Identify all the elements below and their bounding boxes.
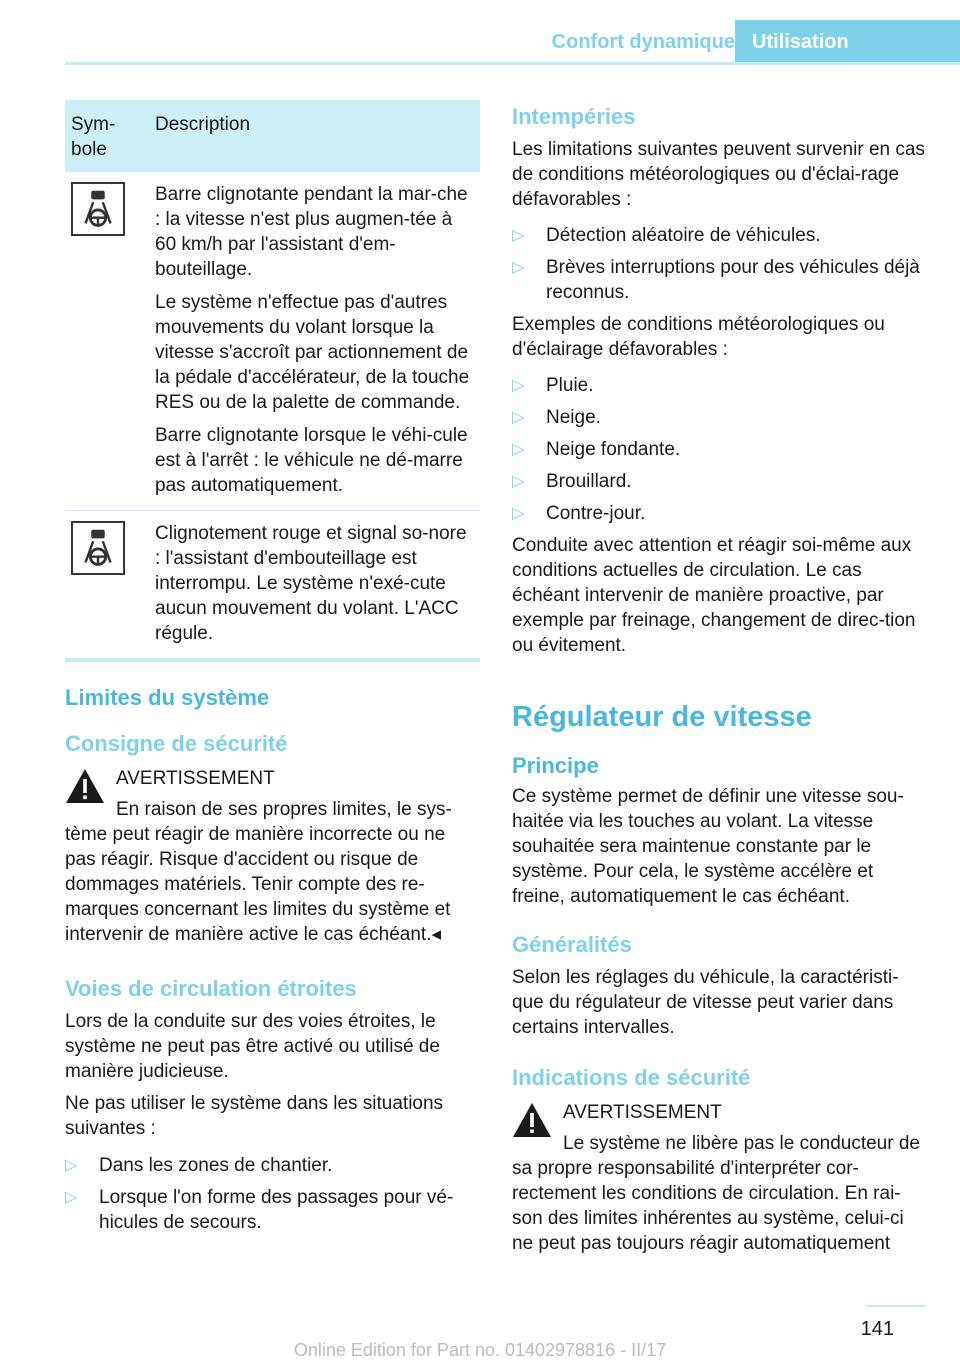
bullet-marker: ▷ [512, 505, 525, 522]
bullet-marker: ▷ [512, 473, 525, 490]
left-column [65, 100, 480, 1242]
paragraph: Ce système permet de définir une vitesse sou-haitée via les touches au volant. La vitesse souhaitée sera maintenue constante par le système. Pour cela, le système accélère et freine, automatiquement le cas échéant. [512, 786, 904, 907]
bullet-list [512, 223, 926, 305]
description-text: Le système n'effectue pas d'autres mouvements du volant lorsque la vitesse s'accroît par actionnement de la pédale d'accélérateur, de la touche RES ou de la palette de commande. [155, 292, 470, 413]
description-text: Barre clignotante lorsque le véhi-cule est à l'arrêt : le véhicule ne dé-marre pas automatiquement. [155, 425, 468, 496]
edition-watermark: Online Edition for Part no. 01402978816 - II/17 [293, 1340, 667, 1360]
subsection-title: Consigne de sécurité [65, 731, 288, 756]
list-item: ▷ Brouillard. [512, 471, 632, 492]
bullet-marker: ▷ [512, 377, 525, 394]
warning-triangle-icon [512, 1102, 552, 1138]
bullet-marker: ▷ [512, 441, 525, 458]
paragraph: Lors de la conduite sur des voies étroites, le système ne peut pas être activé ou utilisé de manière judicieuse. [65, 1011, 440, 1082]
table-row [65, 511, 480, 661]
paragraph: Ne pas utiliser le système dans les situations suivantes : [65, 1093, 444, 1139]
warning-triangle-icon [65, 768, 105, 804]
list-item: ▷ Détection aléatoire de véhicules. [512, 225, 821, 246]
subsection-title: Indications de sécurité [512, 1065, 751, 1090]
bullet-marker: ▷ [65, 1189, 78, 1206]
chapter-title: Régulateur de vitesse [512, 701, 812, 733]
paragraph: Conduite avec attention et réagir soi-même aux conditions actuelles de circulation. Le cas échéant intervenir de manière proactive, par exemple par freinage, changement de direc-tion ou évitement. [512, 535, 916, 656]
list-item: ▷ Neige fondante. [512, 439, 681, 460]
warning-label: AVERTISSEMENT [563, 1102, 722, 1123]
header-section: Confort dynamique [551, 31, 735, 53]
warning-text: Le système ne libère pas le conducteur de sa propre responsabilité d'interpréter cor-rectement les conditions de circulation. En rai-son des limites inhérentes au système, celui-ci ne peut pas toujours réagir automatiquement [512, 1133, 920, 1254]
col-description-header: Description [149, 100, 480, 172]
footer-rule [865, 1305, 926, 1307]
section-title: Principe [512, 753, 599, 778]
traffic-jam-assistant-icon [71, 182, 125, 236]
page-number: 141 [860, 1318, 894, 1340]
paragraph: Exemples de conditions météorologiques ou d'éclairage défavorables : [512, 314, 885, 360]
list-item: ▷ Neige. [512, 407, 601, 428]
section-title: Limites du système [65, 685, 270, 710]
list-item: ▷ Brèves interruptions pour des véhicules déjà reconnus. [512, 257, 920, 303]
right-column [512, 100, 926, 1256]
bullet-marker: ▷ [65, 1157, 78, 1174]
list-item: ▷ Lorsque l'on forme des passages pour vé-hicules de secours. [65, 1187, 454, 1233]
subsection-title: Généralités [512, 932, 632, 957]
traffic-jam-assistant-icon [71, 521, 125, 575]
list-item: ▷ Pluie. [512, 375, 594, 396]
bullet-marker: ▷ [512, 259, 525, 276]
paragraph: Selon les réglages du véhicule, la caractéristi-que du régulateur de vitesse peut varier dans certains intervalles. [512, 967, 899, 1038]
warning-text: En raison de ses propres limites, le sys-tème peut réagir de manière incorrecte ou ne pas réagir. Risque d'accident ou risque de dommages matériels. Tenir compte des re-marques concernant les limites du système et intervenir de manière active le cas échéant.◂ [65, 799, 452, 945]
paragraph: Les limitations suivantes peuvent survenir en cas de conditions météorologiques ou d'éclai-rage défavorables : [512, 139, 925, 210]
warning-block [65, 766, 480, 947]
list-item: ▷ Dans les zones de chantier. [65, 1155, 333, 1176]
bullet-marker: ▷ [512, 227, 525, 244]
table-row [65, 172, 480, 511]
header-tab: Utilisation [735, 20, 960, 62]
warning-label: AVERTISSEMENT [116, 768, 275, 789]
bullet-list [65, 1153, 480, 1235]
description-text: Clignotement rouge et signal so-nore : l'assistant d'embouteillage est interrompu. Le système n'exé-cute aucun mouvement du volant. L'ACC régule. [155, 523, 467, 644]
col-symbol-header: Sym- bole [65, 100, 149, 172]
warning-block [512, 1100, 926, 1256]
bullet-marker: ▷ [512, 409, 525, 426]
symbol-table [65, 100, 480, 662]
list-item: ▷ Contre-jour. [512, 503, 646, 524]
bullet-list [512, 373, 926, 526]
subsection-title: Voies de circulation étroites [65, 976, 357, 1001]
description-text: Barre clignotante pendant la mar-che : la vitesse n'est plus augmen-tée à 60 km/h par l'assistant d'em-bouteillage. [155, 184, 468, 280]
subsection-title: Intempéries [512, 104, 636, 129]
